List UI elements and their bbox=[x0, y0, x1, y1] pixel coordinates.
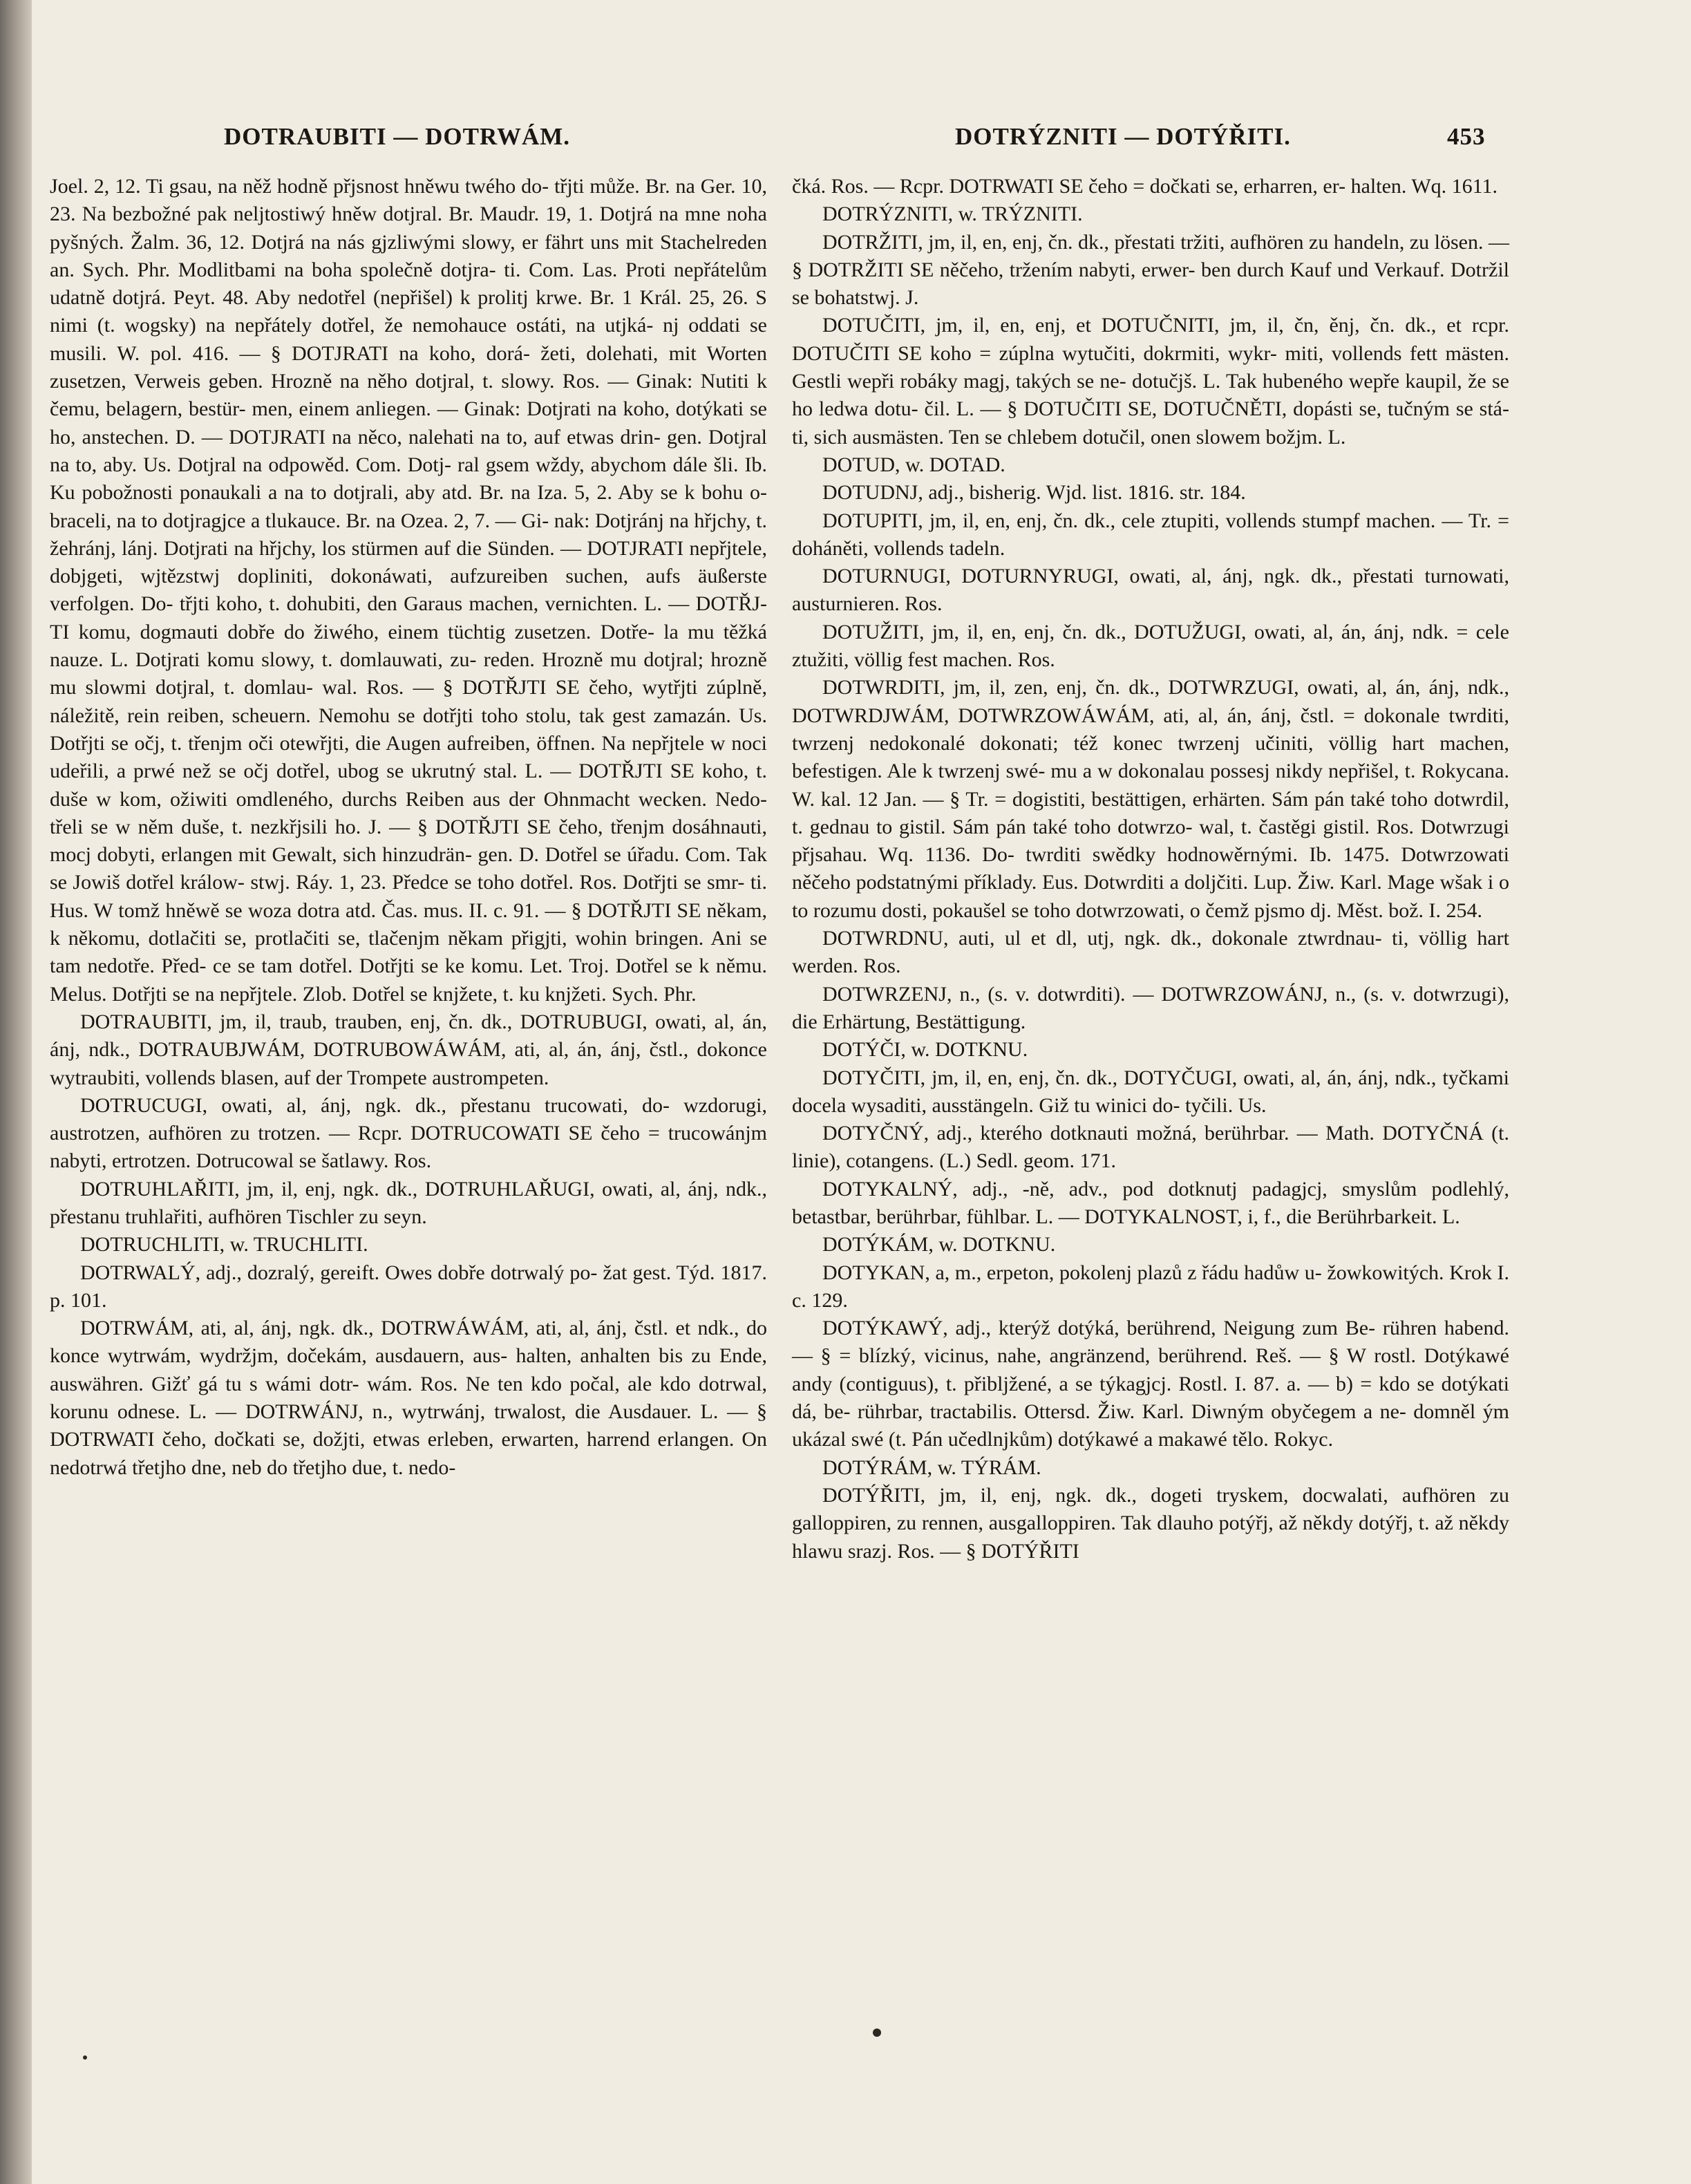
continued-entry-dotrjti: Joel. 2, 12. Ti gsau, na něž hodně přjsnost hněwu twého do- třjti může. Br. na Ger. 10, 23. Na bezbožné pak neljtostiwý hněw dotjral. Br. Maudr. 19, 1. Dotjrá na mne noha pyšných. Žalm. 36, 12. Dotjrá na nás gjzliwými slowy, er fährt uns mit Stachelreden an. Sych. Phr. Modlitbami na boha společně dotjra- ti. Com. Las. Proti nepřátelům udatně dotjrá. Peyt. 48. Aby nedotřel (nepřišel) k prolitj krwe. Br. 1 Král. 25, 26. S nimi (t. wogsky) na nepřátely dotřel, že nemohauce ostáti, na utjká- nj oddati se musili. W. pol. 416. — § DOTJRATI na koho, dorá- žeti, dolehati, mit Worten zusetzen, Verweis geben. Hrozně na něho dotjral, t. slowy. Ros. — Ginak: Nutiti k čemu, belagern, bestür- men, einem anliegen. — Ginak: Dotjrati na koho, dotýkati se ho, anstechen. D. — DOTJRATI na něco, nalehati na to, auf etwas drin- gen. Dotjral na to, aby. Us. Dotjral na odpowěd. Com. Dotj- ral gsem wždy, abychom dále šli. Ib. Ku pobožnosti ponaukali a na to dotjrali, aby atd. Br. na Iza. 5, 2. Aby se k bohu o- braceli, na to dotjragjce a tlukauce. Br. na Ozea. 2, 7. — Gi- nak: Dotjránj na hřjchy, t. žehránj, lánj. Dotjrati na hřjchy, los stürmen auf die Sünden. — DOTJRATI nepřjtele, dobjgeti, wjtězstwj dopliniti, dokonáwati, aufzureiben suchen, aufs äußerste verfolgen. Do- třjti koho, t. dohubiti, den Garaus machen, vernichten. L. — DOTŘJ- TI komu, dogmauti dobře do žiwého, einem tüchtig zusetzen. Dotře- la mu těžká nauze. L. Dotjrati komu slowy, t. domlauwati, zu- reden. Hrozně mu dotjral; hrozně mu slowmi dotjral, t. domlau- wal. Ros. — § DOTŘJTI SE čeho, wytřjti zúplně, náležitě, rein reiben, scheuern. Nemohu se dotřjti toho stolu, tak gest zamazán. Us. Dotřjti se očj, t. třenjm oči otewřjti, die Augen aufreiben, öffnen. Na nepřjtele w noci udeřili, a prwé než se očj dotřel, ubog se ukrutný stal. L. — DOTŘJTI SE koho, t. duše w kom, ožiwiti omdleného, durchs Reiben aus der Ohnmacht wecken. Nedo- třeli se w něm duše, t. nezkřjsili ho. J. — § DOTŘJTI SE čeho, třenjm dosáhnauti, mocj dobyti, erlangen mit Gewalt, sich hinzudrän- gen. D. Dotřel se úřadu. Com. Tak se Jowiš dotřel králow- stwj. Ráy. 1, 23. Předce se toho dotřel. Ros. Dotřjti se smr- ti. Hus. W tomž hněwě se woza dotra atd. Čas. mus. II. c. 91. — § DOTŘJTI SE někam, k někomu, dotlačiti se, protlačiti se, tlačenjm někam přigjti, wohin bringen. Ani se tam nedotře. Před- ce se tam dotřel. Dotřjti se ke komu. Let. Troj. Dotřel se k němu. Melus. Dotřjti se na nepřjtele. Zlob. Dotřel se knjžete, t. ku knjžeti. Sych. Phr. bbox=[50, 175, 767, 1006]
left-running-head: DOTRAUBITI — DOTRWÁM. bbox=[224, 123, 571, 150]
entry-dotruhlariti: DOTRUHLAŘITI, jm, il, enj, ngk. dk., DOTRUHLAŘUGI, owati, al, ánj, ndk., přestanu truhlařiti, aufhören Tischler zu seyn. bbox=[50, 1177, 767, 1228]
entry-dotupiti: DOTUPITI, jm, il, en, enj, čn. dk., cele ztupiti, vollends stumpf machen. — Tr. = doháněti, vollends tadeln. bbox=[792, 509, 1509, 560]
continued-entry-dotrwam: čká. Ros. — Rcpr. DOTRWATI SE čeho = dočkati se, erharren, er- halten. Wq. 1611. bbox=[792, 175, 1498, 198]
entry-dotwrdnu: DOTWRDNU, auti, ul et dl, utj, ngk. dk., dokonale ztwrdnau- ti, völlig hart werden. Ros. bbox=[792, 927, 1509, 978]
entry-doturnugi: DOTURNUGI, DOTURNYRUGI, owati, al, ánj, ngk. dk., přestati turnowati, austurnieren. Ros. bbox=[792, 565, 1509, 616]
entry-dotudnj: DOTUDNJ, adj., bisherig. Wjd. list. 1816. str. 184. bbox=[822, 481, 1246, 505]
entry-dotrucugi: DOTRUCUGI, owati, al, ánj, ngk. dk., přestanu trucowati, do- wzdorugi, austrotzen, aufhören zu trotzen. — Rcpr. DOTRUCOWATI SE čeho = trucowánjm nabyti, ertrotzen. Dotrucowal se šatlawy. Ros. bbox=[50, 1093, 767, 1173]
dictionary-page bbox=[32, 0, 1691, 2184]
entry-dotyciti: DOTYČITI, jm, il, en, enj, čn. dk., DOTYČUGI, owati, al, án, ánj, ndk., tyčkami docela wysaditi, ausstängeln. Giž tu winici do- tyčili. Us. bbox=[792, 1066, 1509, 1117]
right-column bbox=[792, 173, 1509, 1565]
entry-dotuziti: DOTUŽITI, jm, il, en, enj, čn. dk., DOTUŽUGI, owati, al, án, ánj, ndk. = cele ztužiti, völlig fest machen. Ros. bbox=[792, 620, 1509, 672]
entry-dotykan: DOTYKAN, a, m., erpeton, pokolenj plazů z řádu hadůw u- žowkowitých. Krok I. c. 129. bbox=[792, 1261, 1509, 1312]
entry-dotwrditi: DOTWRDITI, jm, il, zen, enj, čn. dk., DOTWRZUGI, owati, al, án, ánj, ndk., DOTWRDJWÁM, DOTWRZOWÁWÁM, ati, al, án, ánj, čstl. = dokonale twrditi, twrzenj nedokonalé dokonati; též konec twrzenj učiniti, völlig hart machen, befestigen. Ale k twrzenj swé- mu a w dokonalau possesj nikdy nepřišel, t. Rokycana. W. kal. 12 Jan. — § Tr. = dogistiti, bestättigen, erhärten. Sám pán také toho dotwrdil, t. gednau to gistil. Sám pán také toho dotwrzo- wal, t. častěgi gistil. Ros. Dotwrzugi přjsahau. Wq. 1136. Do- twrditi swědky hodnowěrnými. Ib. 1475. Dotwrzowati něčeho podstatnými příklady. Eus. Dotwrditi a doljčiti. Lup. Žiw. Karl. Mage wšak i o to rozumu dosti, pokaušel se toho dotwrzowati, o čemž pjsmo dj. Měst. bož. I. 254. bbox=[792, 676, 1509, 922]
page-number: 453 bbox=[1447, 123, 1486, 150]
left-column bbox=[50, 173, 767, 1482]
entry-dotrwaly: DOTRWALÝ, adj., dozralý, gereift. Owes dobře dotrwalý po- žat gest. Týd. 1817. p. 101. bbox=[50, 1261, 767, 1312]
entry-dotraubiti: DOTRAUBITI, jm, il, traub, trauben, enj, čn. dk., DOTRUBUGI, owati, al, án, ánj, ndk., DOTRAUBJWÁM, DOTRUBOWÁWÁM, ati, al, án, ánj, čstl., dokonce wytraubiti, vollends blasen, auf der Trompete austrompeten. bbox=[50, 1010, 767, 1089]
ink-speck bbox=[83, 2055, 87, 2060]
entry-dotruchliti: DOTRUCHLITI, w. TRUCHLITI. bbox=[80, 1233, 368, 1256]
entry-dotyram: DOTÝRÁM, w. TÝRÁM. bbox=[822, 1456, 1041, 1479]
right-running-head: DOTRÝZNITI — DOTÝŘITI. bbox=[955, 123, 1291, 150]
entry-dotud: DOTUD, w. DOTAD. bbox=[822, 453, 1005, 476]
entry-dotyci: DOTÝČI, w. DOTKNU. bbox=[822, 1038, 1028, 1062]
entry-dotrziti: DOTRŽITI, jm, il, en, enj, čn. dk., přestati tržiti, aufhören zu handeln, zu lösen. — § DOTRŽITI SE něčeho, tržením nabyti, erwer- ben durch Kauf und Verkauf. Dotržil se bohatstwj. J. bbox=[792, 230, 1509, 310]
entry-dotykawy: DOTÝKAWÝ, adj., kterýž dotýká, berührend, Neigung zum Be- rühren habend. — § = blízký, vicinus, nahe, angränzend, berührend. Reš. — § W rostl. Dotýkawé andy (contiguus), t. přibljžené, a se týkagjcj. Rostl. I. 87. a. — b) = kdo se dotýkati dá, be- rührbar, tractabilis. Ottersd. Žiw. Karl. Diwným obyčegem a ne- domněl ým ukázal swé (t. Pán učedlnjkům) dotýkawé a makawé tělo. Rokyc. bbox=[792, 1317, 1509, 1451]
entry-dotryzniti: DOTRÝZNITI, w. TRÝZNITI. bbox=[822, 203, 1083, 226]
page-header bbox=[32, 123, 1691, 164]
entry-dotycny: DOTYČNÝ, adj., kterého dotknauti možná, berührbar. — Math. DOTYČNÁ (t. linie), cotangens. (L.) Sedl. geom. 171. bbox=[792, 1122, 1509, 1173]
entry-dotuciti: DOTUČITI, jm, il, en, enj, et DOTUČNITI, jm, il, čn, ěnj, čn. dk., et rcpr. DOTUČITI SE koho = zúplna wytučiti, dokrmiti, wykr- miti, vollends fett mästen. Gestli wepři robáky magj, takých se ne- dotučjš. L. Tak hubeného wepře kaupil, že se ho ledwa dotu- čil. L. — § DOTUČITI SE, DOTUČNĚTI, dopásti se, tučným se stá- ti, sich ausmästen. Ten se chlebem dotučil, onen slowem božjm. L. bbox=[792, 314, 1509, 449]
book-spine-shadow bbox=[0, 0, 32, 2184]
entry-dotykalny: DOTYKALNÝ, adj., -ně, adv., pod dotknutj padagjcj, smyslům podlehlý, betastbar, berührbar, fühlbar. L. — DOTYKALNOST, i, f., die Berührbarkeit. L. bbox=[792, 1177, 1509, 1228]
entry-dotyriti: DOTÝŘITI, jm, il, enj, ngk. dk., dogeti tryskem, docwalati, aufhören zu galloppiren, zu rennen, ausgalloppiren. Tak dlauho potýřj, až někdy dotýřj, t. až někdy hlawu srazj. Ros. — § DOTÝŘITI bbox=[792, 1483, 1509, 1563]
entry-dotykam: DOTÝKÁM, w. DOTKNU. bbox=[822, 1233, 1056, 1256]
entry-dotrwam: DOTRWÁM, ati, al, ánj, ngk. dk., DOTRWÁWÁM, ati, al, ánj, čstl. et ndk., do konce wytrwám, wydržjm, dočekám, ausdauern, aus- halten, anhalten bis zu Ende, auswähren. Gižť gá tu s wámi dotr- wám. Ros. Ne ten kdo počal, ale kdo dotrwal, korunu odnese. L. — DOTRWÁNJ, n., wytrwánj, trwalost, die Ausdauer. L. — § DOTRWATI čeho, dočkati se, dožjti, etwas erleben, erwarten, harrend erlangen. On nedotrwá třetjho dne, neb do třetjho due, t. nedo- bbox=[50, 1317, 767, 1479]
entry-dotwrzenj: DOTWRZENJ, n., (s. v. dotwrditi). — DOTWRZOWÁNJ, n., (s. v. dotwrzugi), die Erhärtung, Bestättigung. bbox=[792, 982, 1509, 1033]
ink-speck bbox=[873, 2028, 881, 2037]
